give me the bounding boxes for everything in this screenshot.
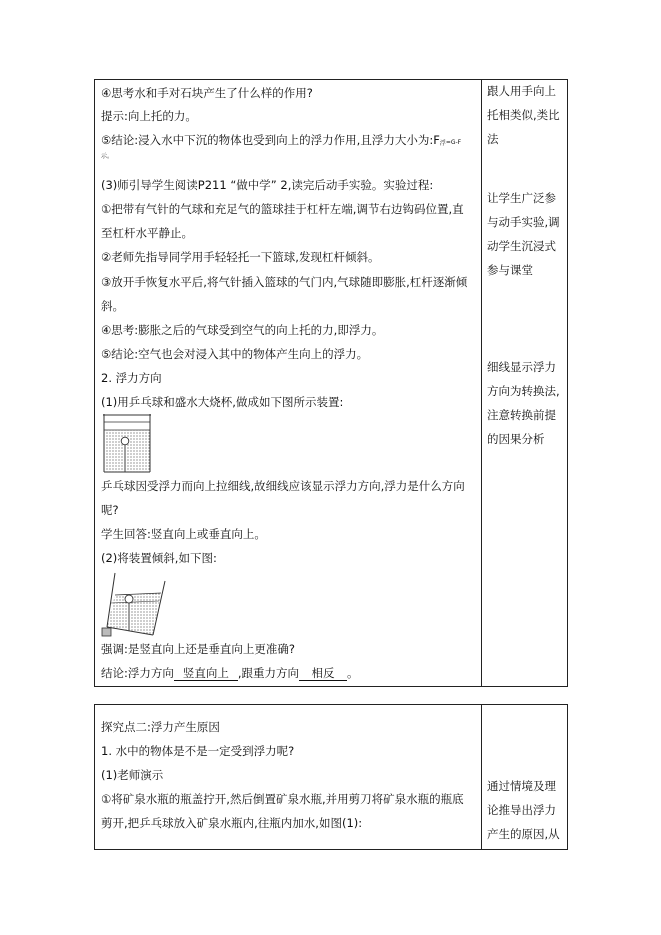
subscript-line: 示。 [101, 153, 114, 160]
text-span: 。 [347, 666, 359, 680]
text-line: ②老师先指导同学用手轻轻托一下篮球,发现杠杆倾斜。 [101, 250, 380, 264]
beaker-figure [103, 414, 155, 474]
note-line: 注意转换前提 [487, 408, 556, 422]
note-line: 与动手实验,调 [487, 215, 560, 229]
note-line: 让学生广泛参 [487, 191, 556, 205]
tilted-beaker-figure [101, 569, 171, 637]
text-line: 剪开,把乒乓球放入矿泉水瓶内,往瓶内加水,如图(1): [101, 816, 363, 830]
text-line: 1. 水中的物体是不是一定受到浮力呢? [101, 744, 295, 758]
column-divider [481, 705, 482, 849]
note-line: 参与课堂 [487, 263, 533, 277]
subscript: 浮 [439, 140, 446, 147]
note-line: 托相类似,类比 [487, 108, 560, 122]
side-column [487, 80, 565, 686]
lesson-table-2 [94, 704, 568, 850]
text-line: 学生回答:竖直向上或垂直向上。 [101, 527, 266, 541]
text-line: ①将矿泉水瓶的瓶盖拧开,然后倒置矿泉水瓶,并用剪刀将矿泉水瓶的瓶底 [101, 792, 464, 806]
side-column [487, 705, 565, 849]
note-line: 论推导出浮力 [487, 803, 556, 817]
text-line: (3)师引导学生阅读P211 “做中学” 2,读完后动手实验。实验过程: [101, 178, 434, 192]
note-line: 法 [487, 132, 499, 146]
text-line: 呢? [101, 503, 119, 517]
lesson-table-1 [94, 79, 568, 687]
text-line [101, 133, 461, 151]
text-line: 至杠杆水平静止。 [101, 226, 193, 240]
formula-end: =G-F [445, 139, 462, 146]
conclusion-line [101, 666, 359, 681]
note-line: 动学生沉浸式 [487, 239, 556, 253]
column-divider [481, 80, 482, 686]
text-line: ④思考水和手对石块产生了什么样的作用? [101, 86, 313, 100]
text-line: (1)用乒乓球和盛水大烧杯,做成如下图所示装置: [101, 395, 344, 409]
note-line: 方向为转换法, [487, 384, 560, 398]
text-span: 结论:浮力方向 [101, 666, 174, 680]
note-line: 跟人用手向上 [487, 84, 556, 98]
main-column [101, 705, 479, 849]
text-line: ⑤结论:空气也会对浸入其中的物体产生向上的浮力。 [101, 347, 369, 361]
text-line: ①把带有气针的气球和充足气的篮球挂于杠杆左端,调节右边钩码位置,直 [101, 202, 464, 216]
text-span: ⑤结论:浸入水中下沉的物体也受到向上的浮力作用,且浮力大小为:F [101, 133, 440, 147]
text-line: ④思考:膨胀之后的气球受到空气的向上托的力,即浮力。 [101, 323, 384, 337]
text-line: (1)老师演示 [101, 768, 164, 782]
text-line: 乒乓球因受浮力而向上拉细线,故细线应该显示浮力方向,浮力是什么方向 [101, 479, 465, 493]
text-line: 提示:向上托的力。 [101, 109, 197, 123]
answer-blank-1: 竖直向上 [174, 667, 238, 681]
main-column [101, 80, 479, 686]
section-heading: 探究点二:浮力产生原因 [101, 720, 220, 734]
text-line: 强调:是竖直向上还是垂直向上更准确? [101, 642, 295, 656]
section-heading: 2. 浮力方向 [101, 371, 162, 385]
text-line: ③放开手恢复水平后,将气针插入篮球的气门内,气球随即膨胀,杠杆逐渐倾 [101, 275, 468, 289]
note-line: 细线显示浮力 [487, 360, 556, 374]
answer-blank-2: 相反 [299, 667, 347, 681]
text-span: ,跟重力方向 [237, 666, 300, 680]
note-line: 的因果分析 [487, 432, 545, 446]
note-line: 通过情境及理 [487, 779, 556, 793]
text-line: 斜。 [101, 299, 124, 313]
text-line: (2)将装置倾斜,如下图: [101, 551, 217, 565]
note-line: 产生的原因,从 [487, 827, 560, 841]
